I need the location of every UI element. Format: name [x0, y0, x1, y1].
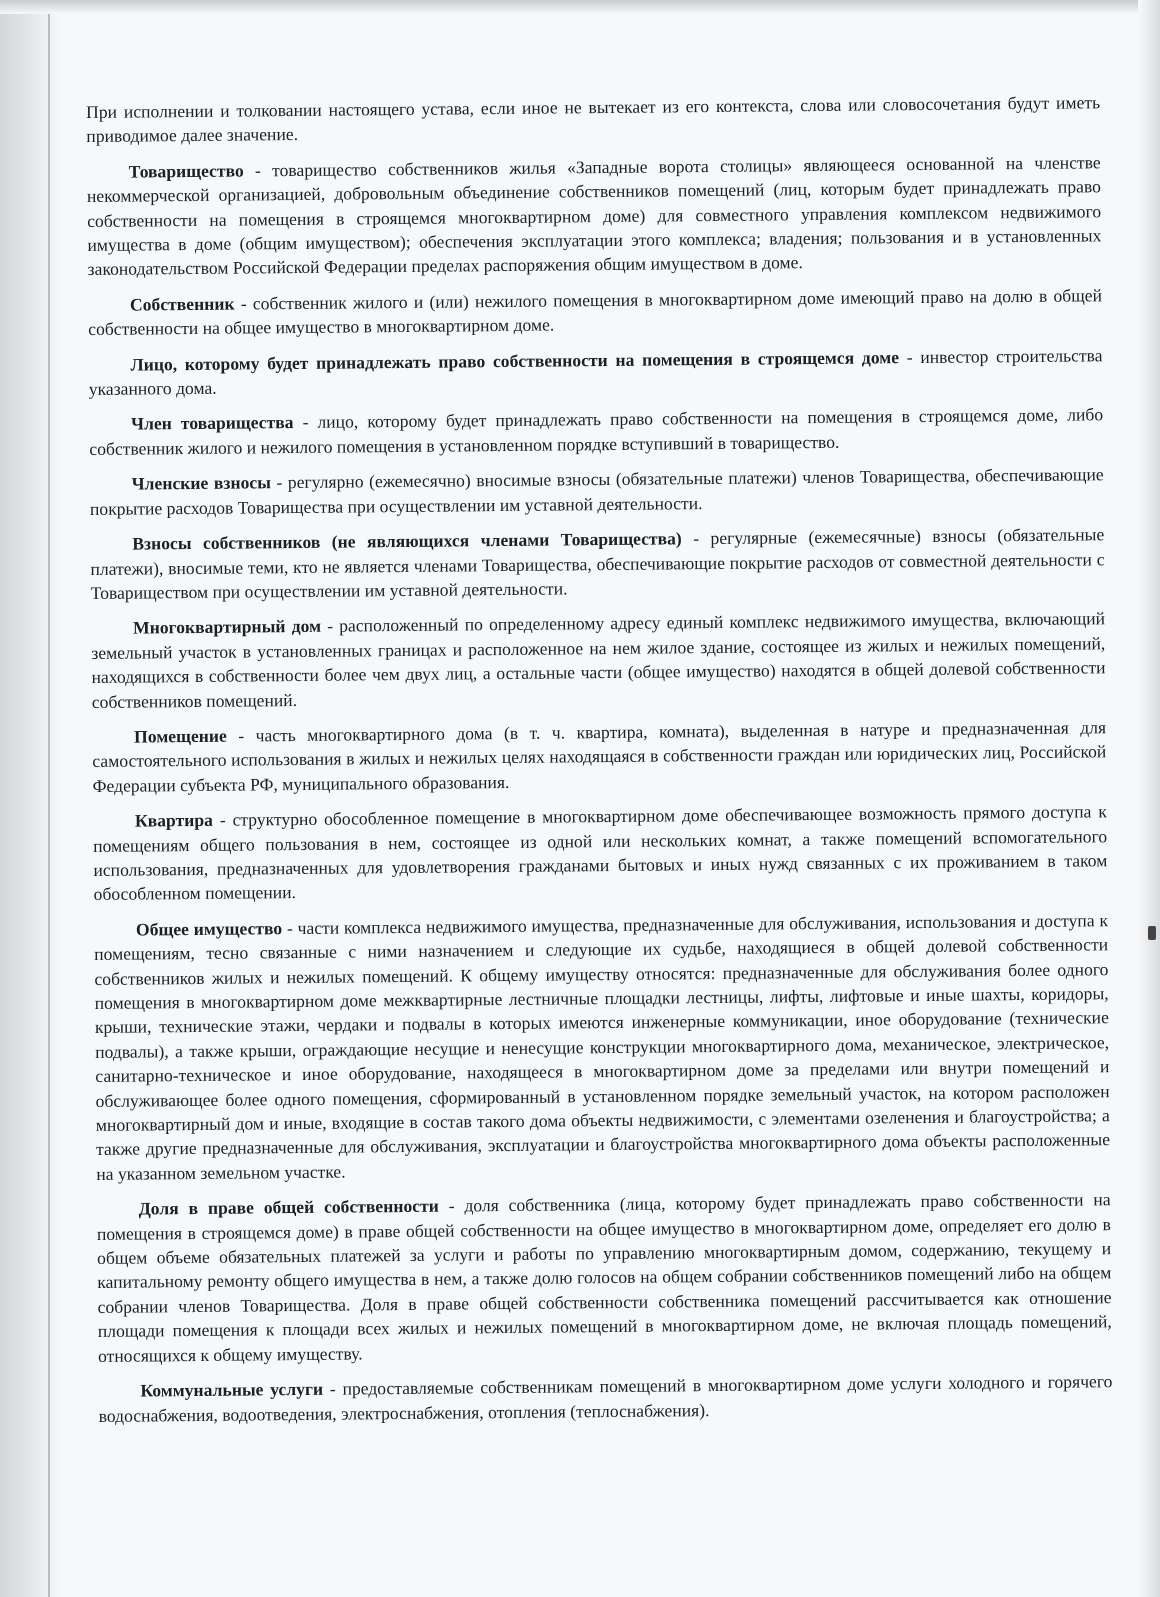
definition-owner-fees: Взносы собственников (не являющихся членами Товарищества) - регулярные (ежемесячные) взносы (обязательные платежи), вносимые теми, кто не является членами Товарищества, обеспечивающие покрытие расходов от совместной деятельности с Товариществом при осуществлении им уставной деятельности.: [90, 524, 1105, 603]
definition-text: собственник жилого и (или) нежилого помещения в многоквартирном доме имеющий право на долю в общей собственности на общее имущество в многоквартирном доме.: [88, 285, 1103, 340]
definition-premises: Помещение - часть многоквартирного дома (в т. ч. квартира, комната), выделенная в натуре и предназначенная для самостоятельного использования в жилых и нежилых целях находящаяся в собственности граждан или юридических лиц, Российской Федерации субъекта РФ, муниципального образования.: [92, 717, 1107, 796]
definition-member-fees: Членские взносы - регулярно (ежемесячно) вносимые взносы (обязательные платежи) членов Товарищества, обеспечивающие покрытие расходов Товарищества при осуществлении им уставной деятельности.: [89, 464, 1104, 519]
definition-term: Многоквартирный дом: [132, 616, 322, 638]
definition-text: предоставляемые собственникам помещений в многоквартирном доме услуги холодного и горячего водоснабжения, водоотведения, электроснабжения, отопления (теплоснабжения).: [98, 1371, 1113, 1426]
definition-utilities: Коммунальные услуги - предоставляемые собственникам помещений в многоквартирном доме услуги холодного и горячего водоснабжения, водоотведения, электроснабжения, отопления (теплоснабжения).: [98, 1371, 1113, 1426]
definition-term: Доля в праве общей собственности: [138, 1195, 439, 1219]
intro-paragraph: При исполнении и толковании настоящего устава, если иное не вытекает из его контекста, слова или словосочетания будут иметь приводимое далее значение.: [86, 92, 1101, 147]
definition-text: расположенный по определенному адресу единый комплекс недвижимого имущества, включающий земельный участок в установленных границах и расположенное на нем жилое здание, состоящее из жилых и нежилых помещений, находящихся в собственности более чем двух лиц, а остальные части (общее имущество) находятся в общей долевой собственности собственников помещений.: [91, 608, 1106, 712]
definition-member: Член товарищества - лицо, которому будет принадлежать право собственности на помещения в строящемся доме, либо собственник жилого и нежилого помещения в установленном порядке вступивший в товарищество.: [89, 404, 1104, 459]
definition-text: часть многоквартирного дома (в т. ч. квартира, комната), выделенная в натуре и предназначенная для самостоятельного использования в жилых и нежилых целях находящаяся в собственности граждан или юридических лиц, Российской Федерации субъекта РФ, муниципального образования.: [92, 717, 1107, 796]
scan-shadow-top: [0, 0, 1160, 14]
definition-text: регулярные (ежемесячные) взносы (обязательные платежи), вносимые теми, кто не является членами Товарищества, обеспечивающие покрытие расходов от совместной деятельности с Товариществом при осуществлении им уставной деятельности.: [90, 524, 1105, 603]
definition-term: Общее имущество: [135, 917, 283, 940]
definition-text: части комплекса недвижимого имущества, предназначенные для обслуживания, использования и доступа к помещениям, тесно связанные с ними назначением и следующие их судьбе, находящиеся в общей долевой собственности собственников жилых и нежилых помещений. К общему имуществу относятся: предназначенные для обслуживания более одного помещения в многоквартирном доме межквартирные лестничные площадки лестницы, лифты, лифтовые и иные шахты, коридоры, крыши, технические этажи, чердаки и подвалы в которых имеются инженерные коммуникации, иное оборудование (технические подвалы), а также крыши, ограждающие несущие и ненесущие конструкции многоквартирного дома, механическое, электрическое, санитарно-техническое и иное оборудование, находящееся в многоквартирном доме за пределами или внутри помещений и обслуживающее более одного помещения, сформированный в установленном порядке земельный участок, на котором расположен многоквартирный дом и иные, входящие в состав такого дома объекты недвижимости, с элементами озеленения и благоустройства; а также другие предназначенные для обслуживания, эксплуатации и благоустройства многоквартирного дома объекты расположенные на указанном земельном участке.: [94, 910, 1111, 1184]
definition-term: Собственник: [129, 293, 235, 315]
definition-apartment-building: Многоквартирный дом - расположенный по определенному адресу единый комплекс недвижимого имущества, включающий земельный участок в установленных границах и расположенное на нем жилое здание, состоящее из жилых и нежилых помещений, находящихся в собственности более чем двух лиц, а остальные части (общее имущество) находятся в общей долевой собственности собственников помещений.: [91, 608, 1106, 712]
scan-shadow-left: [0, 0, 62, 1597]
definition-term: Член товарищества: [131, 412, 294, 435]
definition-text: инвестор строительства указанного дома.: [88, 344, 1103, 400]
definition-term: Членские взносы: [131, 472, 271, 494]
document-body: [86, 90, 1113, 1439]
definition-apartment: Квартира - структурно обособленное помещение в многоквартирном доме обеспечивающее возможность прямого доступа к помещениям общего пользования в нем, состоящее из одной или нескольких комнат, а также помещений вспомогательного использования, предназначенных для удовлетворения гражданами бытовых и иных нужд связанных с их проживанием в таком обособленном помещении.: [93, 801, 1108, 905]
definition-text: доля собственника (лица, которому будет принадлежать право собственности на помещения в строящемся доме) в праве общей собственности на общее имущество в многоквартирном доме, определяет его долю в общем объеме обязательных платежей за услуги и работы по управлению многоквартирным домом, содержанию, текущему и капитальному ремонту общего имущества в нем, а также долю голосов на общем собрании собственников помещений либо на общем собрании членов Товарищества. Доля в праве общей собственности собственника помещений рассчитывается как отношение площади помещения к площади всех жилых и нежилых помещений в многоквартирном доме, не включая площадь помещений, относящихся к общему имуществу.: [96, 1189, 1112, 1366]
definition-text: структурно обособленное помещение в многоквартирном доме обеспечивающее возможность прямого доступа к помещениям общего пользования в нем, состоящее из одной или нескольких комнат, а также помещений вспомогательного использования, предназначенных для удовлетворения гражданами бытовых и иных нужд связанных с их проживанием в таком обособленном помещении.: [93, 801, 1108, 905]
definition-ownership-share: Доля в праве общей собственности - доля собственника (лица, которому будет принадлежать право собственности на помещения в строящемся доме) в праве общей собственности на общее имущество в многоквартирном доме, определяет его долю в общем объеме обязательных платежей за услуги и работы по управлению многоквартирным домом, содержанию, текущему и капитальному ремонту общего имущества в нем, а также долю голосов на общем собрании собственников помещений либо на общем собрании членов Товарищества. Доля в праве общей собственности собственника помещений рассчитывается как отношение площади помещения к площади всех жилых и нежилых помещений в многоквартирном доме, не включая площадь помещений, относящихся к общему имуществу.: [96, 1189, 1112, 1366]
binding-mark: [1148, 926, 1156, 940]
definition-text: товарищество собственников жилья «Западные ворота столицы» являющееся основанной на членстве некоммерческой организацией, добровольным объединение собственников помещений (лиц, которым будет принадлежать право собственности на помещения в строящемся многоквартирном доме) для совместного управления комплексом недвижимого имущества в доме (общим имуществом); обеспечения эксплуатации этого комплекса; владения; пользования и в установленных законодательством Российской Федерации пределах распоряжения общим имуществом в доме.: [86, 152, 1102, 280]
definition-term: Взносы собственников (не являющихся членами Товарищества): [132, 528, 682, 554]
definition-text: регулярно (ежемесячно) вносимые взносы (обязательные платежи) членов Товарищества, обеспечивающие покрытие расходов Товарищества при осуществлении им уставной деятельности.: [89, 464, 1104, 519]
definition-term: Лицо, которому будет принадлежать право собственности на помещения в строящемся доме: [130, 346, 900, 375]
definition-term: Квартира: [134, 809, 213, 831]
definition-term: Товарищество: [128, 160, 244, 182]
definition-term: Помещение: [134, 725, 227, 747]
page-fold-line: [48, 0, 50, 1597]
definition-common-property: Общее имущество - части комплекса недвижимого имущества, предназначенные для обслуживания, использования и доступа к помещениям, тесно связанные с ними назначением и следующие их судьбе, находящиеся в общей долевой собственности собственников жилых и нежилых помещений. К общему имуществу относятся: предназначенные для обслуживания более одного помещения в многоквартирном доме межквартирные лестничные площадки лестницы, лифты, лифтовые и иные шахты, коридоры, крыши, технические этажи, чердаки и подвалы в которых имеются инженерные коммуникации, иное оборудование (технические подвалы), а также крыши, ограждающие несущие и ненесущие конструкции многоквартирного дома, механическое, электрическое, санитарно-техническое и иное оборудование, находящееся в многоквартирном доме за пределами или внутри помещений и обслуживающее более одного помещения, сформированный в установленном порядке земельный участок, на котором расположен многоквартирный дом и иные, входящие в состав такого дома объекты недвижимости, с элементами озеленения и благоустройства; а также другие предназначенные для обслуживания, эксплуатации и благоустройства многоквартирного дома объекты расположенные на указанном земельном участке.: [94, 910, 1111, 1184]
definition-tovarishchestvo: Товарищество - товарищество собственников жилья «Западные ворота столицы» являющееся основанной на членстве некоммерческой организацией, добровольным объединение собственников помещений (лиц, которым будет принадлежать право собственности на помещения в строящемся многоквартирном доме) для совместного управления комплексом недвижимого имущества в доме (общим имуществом); обеспечения эксплуатации этого комплекса; владения; пользования и в установленных законодательством Российской Федерации пределах распоряжения общим имуществом в доме.: [86, 152, 1102, 280]
definition-sobstvennik: Собственник - собственник жилого и (или) нежилого помещения в многоквартирном доме имеющий право на долю в общей собственности на общее имущество в многоквартирном доме.: [88, 285, 1103, 340]
definition-text: лицо, которому будет принадлежать право собственности на помещения в строящемся доме, либо собственник жилого и нежилого помещения в установленном порядке вступивший в товарищество.: [89, 404, 1104, 459]
definition-term: Коммунальные услуги: [140, 1378, 324, 1401]
scan-shadow-right: [1138, 0, 1160, 1597]
definition-investor: Лицо, которому будет принадлежать право собственности на помещения в строящемся доме - инвестор строительства указанного дома.: [88, 344, 1103, 400]
